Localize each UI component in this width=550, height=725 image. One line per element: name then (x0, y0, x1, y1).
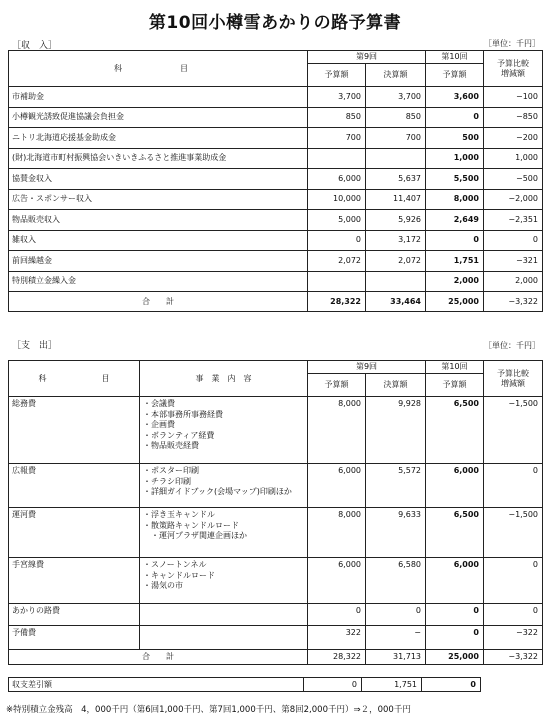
page-title: 第10回小樽雪あかりの路予算書 (148, 13, 402, 33)
expense-row-diff: 0 (484, 558, 543, 604)
income-row-label: 小樽観光誘致促進協議会負担金 (9, 107, 308, 128)
expense-diff-header: 予算比較 増減額 (484, 361, 543, 397)
expense-row-budget10: 6,500 (426, 508, 484, 558)
expense-row-diff: 0 (484, 464, 543, 508)
income-row-diff: −321 (484, 251, 543, 272)
income-row (9, 271, 543, 292)
expense-row-items (140, 508, 308, 558)
income-total-budget9: 28,322 (308, 292, 366, 312)
income-unit-label: ［単位：千円］ (484, 39, 540, 48)
income-row-budget9 (308, 271, 366, 292)
expense-row-actual9: − (366, 626, 426, 650)
expense-subject-header: 科 目 (9, 361, 140, 397)
income-row-budget9: 5,000 (308, 210, 366, 231)
income-row-diff: −200 (484, 128, 543, 149)
income-row-diff: −500 (484, 169, 543, 190)
income-row-actual9 (366, 148, 426, 169)
balance-actual9: 1,751 (362, 678, 422, 692)
income-row-budget9: 700 (308, 128, 366, 149)
income-row-diff: −2,000 (484, 189, 543, 210)
expense-item: ・キャンドルロード (143, 570, 215, 580)
expense-row-diff: 0 (484, 604, 543, 626)
expense-row-label: あかりの路費 (9, 604, 140, 626)
income-row-actual9: 3,700 (366, 87, 426, 108)
expense-row-label: 運河費 (9, 508, 140, 558)
expense-row-label: 予備費 (9, 626, 140, 650)
expense-row-label: 手宮線費 (9, 558, 140, 604)
expense-row-items (140, 464, 308, 508)
income-curr-header: 第10回 (426, 51, 484, 64)
income-row-diff: −100 (484, 87, 543, 108)
expense-item: ・チラシ印刷 (143, 476, 191, 486)
income-row-budget9: 6,000 (308, 169, 366, 190)
expense-row-label: 総務費 (9, 397, 140, 464)
income-row-budget9: 3,700 (308, 87, 366, 108)
income-row (9, 210, 543, 231)
income-row-budget9: 850 (308, 107, 366, 128)
expense-item: ・企画費 (143, 420, 175, 429)
expense-item: ・詳細ガイドブック(会場マップ)印刷ほか (143, 487, 292, 496)
expense-row-budget9: 8,000 (308, 508, 366, 558)
income-row (9, 251, 543, 272)
expense-row-diff: −322 (484, 626, 543, 650)
income-row-label: ニトリ北海道応援基金助成金 (9, 128, 308, 149)
expense-row-budget10: 0 (426, 604, 484, 626)
income-row-label: 特別積立金繰入金 (9, 271, 308, 292)
expense-row-items (140, 626, 308, 650)
income-row-budget10: 2,000 (426, 271, 484, 292)
expense-unit-label: ［単位：千円］ (484, 341, 540, 350)
income-row-actual9: 5,926 (366, 210, 426, 231)
expense-row-budget9: 322 (308, 626, 366, 650)
income-total-row (9, 292, 543, 312)
income-row-budget9: 10,000 (308, 189, 366, 210)
income-row-budget10: 0 (426, 107, 484, 128)
expense-row-budget9: 8,000 (308, 397, 366, 464)
expense-total-budget9: 28,322 (308, 650, 366, 665)
expense-row-actual9: 6,580 (366, 558, 426, 604)
income-prev-header: 第9回 (308, 51, 426, 64)
expense-row-label: 広報費 (9, 464, 140, 508)
income-row (9, 148, 543, 169)
expense-total-actual9: 31,713 (366, 650, 426, 665)
income-total-diff: −3,322 (484, 292, 543, 312)
income-row-label: 市補助金 (9, 87, 308, 108)
expense-row-actual9: 5,572 (366, 464, 426, 508)
expense-row (9, 397, 543, 464)
income-row-actual9: 11,407 (366, 189, 426, 210)
expense-item: ・散策路キャンドルロード (143, 520, 239, 530)
income-row (9, 87, 543, 108)
income-table (8, 50, 543, 312)
expense-prev-header: 第9回 (308, 361, 426, 374)
expense-item: ・浮き玉キャンドル (143, 510, 215, 519)
income-row-budget10: 3,600 (426, 87, 484, 108)
income-row-diff: 0 (484, 230, 543, 251)
expense-row-budget10: 0 (426, 626, 484, 650)
income-budget9-header: 予算額 (308, 64, 366, 87)
income-row-label: 雑収入 (9, 230, 308, 251)
expense-budget9-header: 予算額 (308, 374, 366, 397)
expense-table (8, 360, 543, 665)
expense-total-diff: −3,322 (484, 650, 543, 665)
expense-row (9, 558, 543, 604)
expense-budget10-header: 予算額 (426, 374, 484, 397)
expense-row-budget10: 6,000 (426, 558, 484, 604)
income-actual9-header: 決算額 (366, 64, 426, 87)
income-row-budget10: 2,649 (426, 210, 484, 231)
balance-table (8, 677, 481, 692)
expense-item: ・ポスター印刷 (143, 466, 199, 475)
expense-row-actual9: 9,633 (366, 508, 426, 558)
income-total-label: 合 計 (9, 292, 308, 312)
income-row (9, 107, 543, 128)
income-row-label: 前回繰越金 (9, 251, 308, 272)
income-total-budget10: 25,000 (426, 292, 484, 312)
expense-item: ・物品販売経費 (143, 441, 199, 450)
income-row-budget9 (308, 148, 366, 169)
income-row-label: 物品販売収入 (9, 210, 308, 231)
income-section-label: ［収 入］ (12, 41, 58, 51)
expense-item: ・ボランティア経費 (143, 430, 215, 440)
balance-row (9, 678, 481, 692)
income-row-budget10: 8,000 (426, 189, 484, 210)
balance-budget10: 0 (422, 678, 481, 692)
income-row-diff: 1,000 (484, 148, 543, 169)
expense-row-items (140, 604, 308, 626)
expense-row (9, 626, 543, 650)
expense-row-budget10: 6,500 (426, 397, 484, 464)
expense-curr-header: 第10回 (426, 361, 484, 374)
expense-row-budget9: 6,000 (308, 464, 366, 508)
income-row-label: 広告・スポンサー収入 (9, 189, 308, 210)
expense-row-budget10: 6,000 (426, 464, 484, 508)
income-row (9, 128, 543, 149)
expense-row (9, 464, 543, 508)
income-row-actual9: 3,172 (366, 230, 426, 251)
expense-item: ・運河プラザ関連企画ほか (143, 531, 247, 540)
expense-total-budget10: 25,000 (426, 650, 484, 665)
expense-total-label: 合 計 (9, 650, 308, 665)
income-row (9, 169, 543, 190)
expense-row (9, 508, 543, 558)
income-row-budget10: 0 (426, 230, 484, 251)
income-row-actual9: 2,072 (366, 251, 426, 272)
income-row-budget10: 5,500 (426, 169, 484, 190)
expense-actual9-header: 決算額 (366, 374, 426, 397)
income-total-actual9: 33,464 (366, 292, 426, 312)
expense-row-budget9: 0 (308, 604, 366, 626)
income-row-budget9: 0 (308, 230, 366, 251)
expense-row-diff: −1,500 (484, 508, 543, 558)
income-row-diff: −2,351 (484, 210, 543, 231)
income-row-actual9 (366, 271, 426, 292)
expense-row-items (140, 558, 308, 604)
income-row-diff: −850 (484, 107, 543, 128)
income-row (9, 189, 543, 210)
income-row-budget10: 1,751 (426, 251, 484, 272)
expense-row (9, 604, 543, 626)
income-row-budget9: 2,072 (308, 251, 366, 272)
expense-item: ・スノートンネル (143, 560, 207, 569)
income-row-label: (財)北海道市町村振興協会いきいきふるさと推進事業助成金 (9, 148, 308, 169)
expense-row-items (140, 397, 308, 464)
income-row-actual9: 5,637 (366, 169, 426, 190)
expense-item: ・本部事務所事務経費 (143, 409, 223, 419)
expense-row-actual9: 0 (366, 604, 426, 626)
expense-row-diff: −1,500 (484, 397, 543, 464)
income-diff-header: 予算比較 増減額 (484, 51, 543, 87)
footnote: ※特別積立金残高 4，000千円（第6回1,000千円、第7回1,000千円、第8回2,000千円）⇒２，000千円 (6, 705, 411, 715)
balance-budget9: 0 (304, 678, 362, 692)
expense-section-label: ［支 出］ (12, 341, 58, 351)
expense-total-row (9, 650, 543, 665)
expense-content-header: 事 業 内 容 (140, 361, 308, 397)
balance-label: 収支差引額 (9, 678, 304, 692)
income-row-actual9: 850 (366, 107, 426, 128)
income-row-budget10: 500 (426, 128, 484, 149)
income-row (9, 230, 543, 251)
income-row-budget10: 1,000 (426, 148, 484, 169)
expense-row-actual9: 9,928 (366, 397, 426, 464)
income-row-label: 協賛金収入 (9, 169, 308, 190)
expense-row-budget9: 6,000 (308, 558, 366, 604)
expense-item: ・会議費 (143, 399, 175, 408)
income-subject-header: 科 目 (9, 51, 308, 87)
income-row-diff: 2,000 (484, 271, 543, 292)
income-row-actual9: 700 (366, 128, 426, 149)
income-budget10-header: 予算額 (426, 64, 484, 87)
expense-item: ・湯気の市 (143, 581, 183, 590)
